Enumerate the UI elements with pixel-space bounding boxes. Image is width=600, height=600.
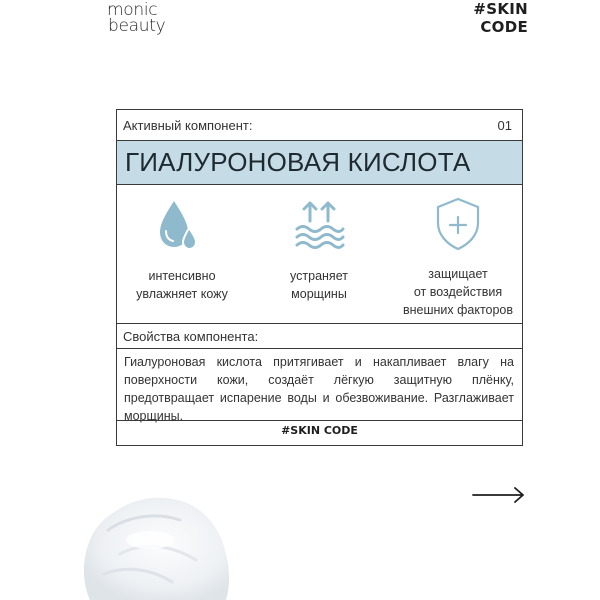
feature-protect xyxy=(393,185,523,319)
component-name: ГИАЛУРОНОВАЯ КИСЛОТА xyxy=(125,147,471,177)
component-number: 01 xyxy=(497,117,512,133)
properties-header xyxy=(117,324,522,349)
arrow-right-icon[interactable] xyxy=(472,486,526,504)
feature-moisturize xyxy=(117,185,247,303)
component-description: Гиалуроновая кислота притягивает и накапливает влагу на поверхности кожи, создаёт лёгкую защитную плёнку, предотвращает испарение воды и обезвоживание. Разглаживает морщины. xyxy=(117,349,522,421)
brand-logo xyxy=(107,0,197,34)
feature-caption-line: интенсивно xyxy=(148,269,216,283)
brand-logo-line2: beauty xyxy=(108,16,166,36)
feature-caption-line: устраняет xyxy=(290,269,348,283)
water-drops-icon xyxy=(152,195,212,255)
feature-caption-line: морщины xyxy=(291,287,347,301)
brand-logo-line1: monic xyxy=(107,0,158,20)
tag-line2: CODE xyxy=(480,18,528,36)
features-row xyxy=(117,185,522,324)
feature-caption-line: увлажняет кожу xyxy=(136,287,228,301)
skin-code-tag xyxy=(473,0,528,36)
ingredient-card xyxy=(116,109,523,446)
footer-tag: #SKIN CODE xyxy=(281,424,358,437)
tag-line1: #SKIN xyxy=(473,0,528,18)
properties-label: Свойства компонента: xyxy=(123,328,259,344)
active-component-label: Активный компонент: xyxy=(123,117,253,133)
feature-wrinkles xyxy=(254,185,384,303)
component-name-band xyxy=(117,141,522,185)
card-header xyxy=(117,110,522,141)
shield-plus-icon xyxy=(428,193,488,253)
feature-caption-line: от воздействия xyxy=(413,285,503,299)
feature-caption-line: внешних факторов xyxy=(402,303,514,317)
feature-caption-line: защищает xyxy=(428,267,488,281)
cream-swatch-image xyxy=(0,470,240,600)
waves-arrows-up-icon xyxy=(289,195,349,255)
